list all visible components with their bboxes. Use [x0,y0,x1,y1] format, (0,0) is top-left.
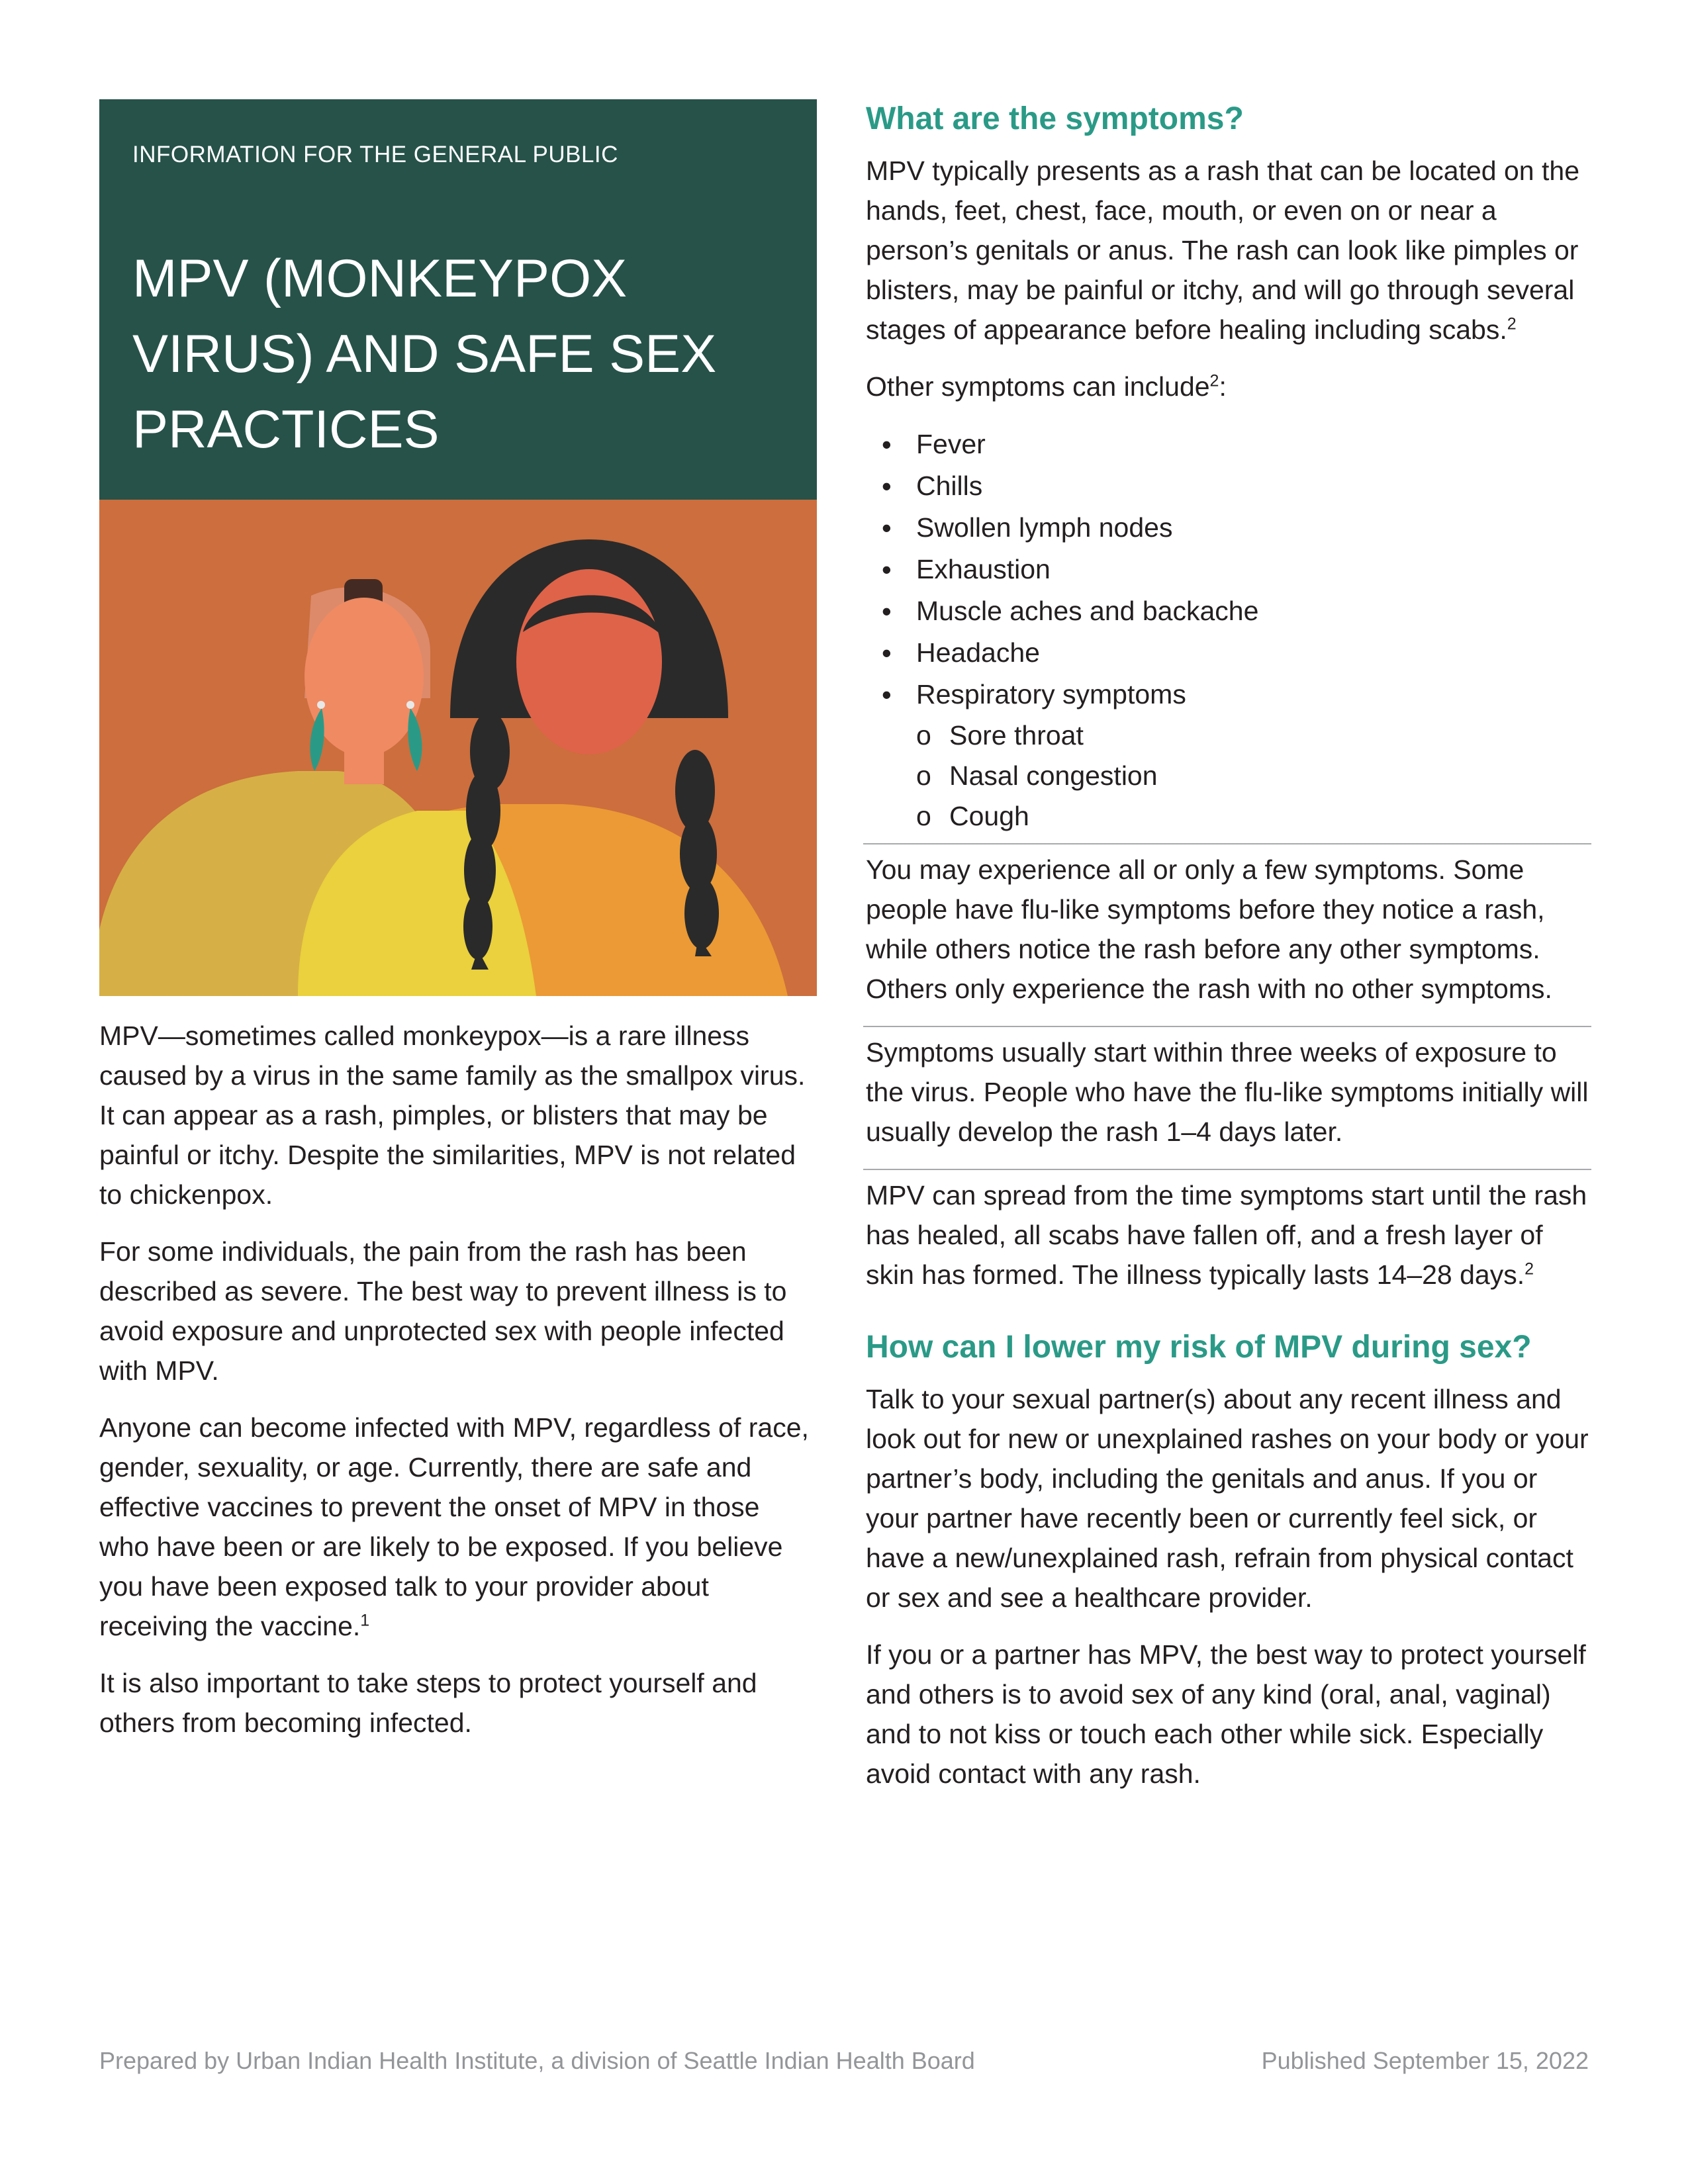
sub-list-item: o Nasal congestion [916,756,1590,796]
sub-list-item: o Cough [916,796,1590,837]
list-item: • Headache [866,632,1590,674]
footnote-ref: 1 [360,1611,370,1630]
intro-text [99,1016,817,1743]
intro-paragraph-4: It is also important to take steps to protect yourself and others from becoming infected. [99,1668,757,1738]
other-symptoms-label: Other symptoms can include$^2$: [866,371,1227,402]
symptoms-paragraph-2: Symptoms usually start within three weeks of exposure to the virus. People who have the flu-like symptoms initially will usually develop the rash 1–4 days later. [866,1037,1589,1147]
symptoms-paragraph-1: You may experience all or only a few symptoms. Some people have flu-like symptoms before they notice a rash, while others notice the rash before any other symptoms. Others only experience the rash with no other symptoms. [866,854,1552,1004]
intro-paragraph-2: For some individuals, the pain from the rash has been described as severe. The best way to prevent illness is to avoid exposure and unprotected sex with people infected with MPV. [99,1236,787,1386]
footnote-ref: 2 [1507,314,1517,334]
risk-paragraph-2: If you or a partner has MPV, the best way to protect yourself and others is to avoid sex of any kind (oral, anal, vaginal) and to not kiss or touch each other while sick. Especially avoid contact with any rash. [866,1639,1586,1789]
symptoms-intro: MPV typically presents as a rash that can be located on the hands, feet, chest, face, mouth, or even on or near a person’s genitals or anus. The rash can look like pimples or blisters, may be painful or itchy, and will go through several stages of appearance before healing including scabs.$^2$ [866,156,1579,345]
symptom-list [866,424,1590,837]
risk-heading: How can I lower my risk of MPV during sex? [866,1330,1532,1365]
title-banner [99,99,817,500]
intro-paragraph-1: MPV—sometimes called monkeypox—is a rare illness caused by a virus in the same family as the smallpox virus. It can appear as a rash, pimples, or blisters that may be painful or itchy. Despite the similarities, MPV is not related to chickenpox. [99,1021,806,1210]
intro-paragraph-3: Anyone can become infected with MPV, regardless of race, gender, sexuality, or age. Currently, there are safe and effective vaccines to prevent the onset of MPV in those who have been or are likely to be exposed. If you believe you have been exposed talk to your provider about receiving the vaccine.$^1$ [99,1412,809,1641]
footer-date: Published September 15, 2022 [1261,2047,1589,2074]
footnote-ref: 2 [1524,1259,1534,1279]
two-women-illustration [99,500,817,996]
symptoms-paragraph-3: MPV can spread from the time symptoms start until the rash has healed, all scabs have fallen off, and a fresh layer of skin has formed. The illness typically lasts 14–28 days.$^2$ [866,1180,1587,1290]
right-column [866,99,1590,1811]
list-item: • Respiratory symptoms o Sore throat o Nasal congestion o Cough [866,674,1590,837]
symptoms-heading: What are the symptoms? [866,101,1244,136]
sub-list-item: o Sore throat [916,715,1590,756]
list-item: • Muscle aches and backache [866,590,1590,632]
footer-credit: Prepared by Urban Indian Health Institute, a division of Seattle Indian Health Board [99,2047,975,2074]
list-item: • Fever [866,424,1590,465]
list-item: • Chills [866,465,1590,507]
page-title: MPV (MONKEYPOX VIRUS) AND SAFE SEX PRACTICES [132,249,717,459]
divider [863,1169,1591,1170]
audience-label: INFORMATION FOR THE GENERAL PUBLIC [132,142,618,167]
footnote-ref: 2 [1209,371,1219,390]
risk-paragraph-1: Talk to your sexual partner(s) about any recent illness and look out for new or unexplained rashes on your body or your partner’s body, including the genitals and anus. If you or your partner have recently been or currently feel sick, or have a new/unexplained rash, refrain from physical contact or sex and see a healthcare provider. [866,1384,1589,1613]
respiratory-sublist [916,715,1590,837]
divider [863,843,1591,844]
list-item: • Swollen lymph nodes [866,507,1590,549]
list-item: • Exhaustion [866,549,1590,590]
divider [863,1026,1591,1027]
left-column [99,99,817,1760]
